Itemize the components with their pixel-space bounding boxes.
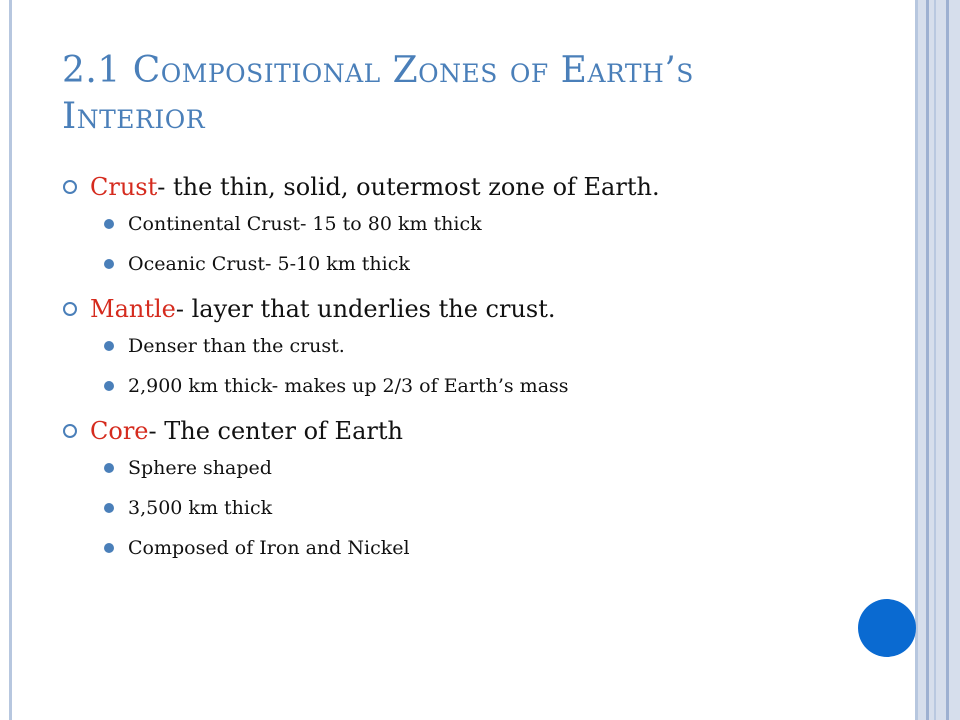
dot-bullet-icon: [104, 381, 114, 391]
term-definition: - layer that underlies the crust.: [175, 295, 556, 323]
slide-title: [62, 48, 842, 140]
term-label: Core: [90, 417, 149, 445]
sub-bullet-item: [62, 456, 862, 480]
ring-bullet-icon: [63, 424, 77, 438]
sub-bullet-text: Continental Crust- 15 to 80 km thick: [128, 213, 482, 235]
sub-bullet-item: [62, 496, 862, 520]
side-stripe: [926, 0, 929, 720]
ring-bullet-icon: [63, 302, 77, 316]
dot-bullet-icon: [104, 259, 114, 269]
bullet-item-mantle: [62, 294, 862, 324]
bullet-item-crust: [62, 172, 862, 202]
dot-bullet-icon: [104, 543, 114, 553]
term-label: Crust: [90, 173, 158, 201]
slide-title-line2: Interior: [62, 96, 206, 137]
dot-bullet-icon: [104, 463, 114, 473]
dot-bullet-icon: [104, 341, 114, 351]
sub-bullet-text: 2,900 km thick- makes up 2/3 of Earth’s mass: [128, 375, 569, 397]
sub-bullet-text: Sphere shaped: [128, 457, 272, 479]
sub-bullet-item: [62, 374, 862, 398]
term-definition: - The center of Earth: [148, 417, 403, 445]
sub-bullet-text: Composed of Iron and Nickel: [128, 537, 410, 559]
side-stripe: [946, 0, 949, 720]
dot-bullet-icon: [104, 219, 114, 229]
sub-bullet-item: [62, 252, 862, 276]
side-stripe: [934, 0, 936, 720]
sub-bullet-text: 3,500 km thick: [128, 497, 273, 519]
decorative-side-band: [918, 0, 960, 720]
sub-bullet-text: Denser than the crust.: [128, 335, 345, 357]
ring-bullet-icon: [63, 180, 77, 194]
sub-bullet-item: [62, 536, 862, 560]
slide-title-line1: 2.1 Compositional Zones of Earth’s: [62, 50, 694, 91]
dot-bullet-icon: [104, 503, 114, 513]
sub-bullet-text: Oceanic Crust- 5-10 km thick: [128, 253, 410, 275]
term-definition: - the thin, solid, outermost zone of Earth.: [157, 173, 660, 201]
term-label: Mantle: [90, 295, 176, 323]
sub-bullet-item: [62, 212, 862, 236]
sub-bullet-item: [62, 334, 862, 358]
bullet-list: [62, 172, 862, 560]
decorative-circle: [858, 599, 916, 657]
bullet-item-core: [62, 416, 862, 446]
